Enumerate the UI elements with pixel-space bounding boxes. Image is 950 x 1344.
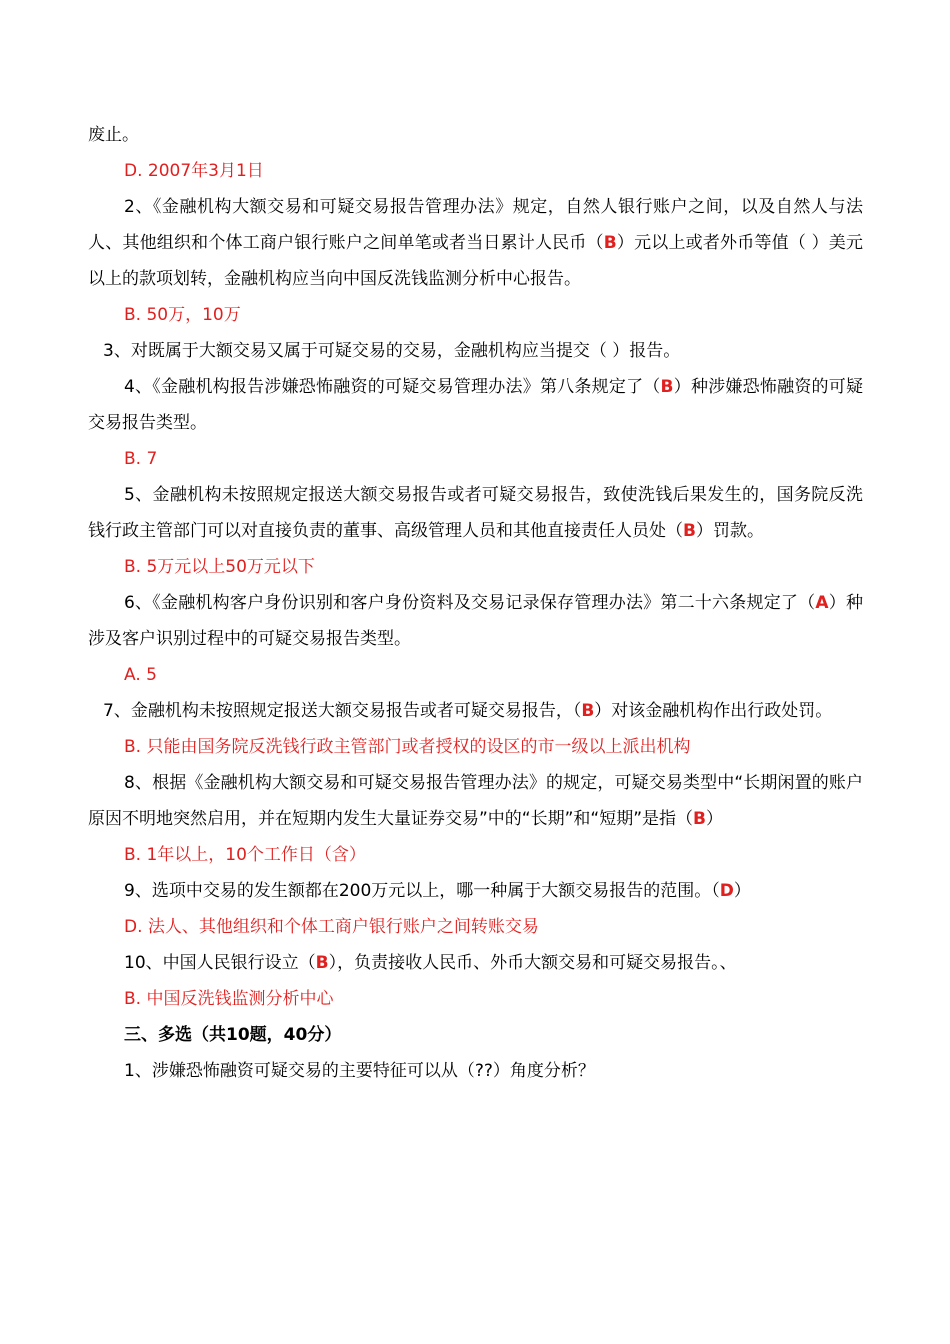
answer-choice-mark: B — [581, 701, 595, 721]
text-run: D. 2007年3月1日 — [124, 161, 264, 181]
answer-line — [88, 441, 863, 477]
answer-choice-mark: D — [719, 881, 734, 901]
text-run: ） — [706, 809, 724, 829]
text-run: B. 5万元以上50万元以下 — [124, 557, 315, 577]
text-run: ），负责接收人民币、外币大额交易和可疑交易报告。、 — [328, 953, 737, 973]
text-run: 三、多选（共10题，40分） — [124, 1025, 342, 1045]
text-run: 2、《金融机构大额交易和可疑交易报告管理办法》规定，自然人银行账户之间，以及自然人与法人、其他组织和个体工商户银行账户之间单笔或者当日累计人民币（ — [88, 197, 863, 253]
question-paragraph — [88, 1053, 863, 1089]
text-run: B. 50万，10万 — [124, 305, 241, 325]
text-run: 3、对既属于大额交易又属于可疑交易的交易，金融机构应当提交（ ）报告。 — [103, 341, 681, 361]
text-run: 10、中国人民银行设立（ — [124, 953, 316, 973]
text-run: ）对该金融机构作出行政处罚。 — [594, 701, 833, 721]
text-run: D. 法人、其他组织和个体工商户银行账户之间转账交易 — [124, 917, 539, 937]
text-run: 废止。 — [88, 125, 139, 145]
answer-line — [88, 549, 863, 585]
text-run: ）种涉及客户识别过程中的可疑交易报告类型。 — [88, 593, 863, 649]
text-run: B. 中国反洗钱监测分析中心 — [124, 989, 334, 1009]
text-run: 7、金融机构未按照规定报送大额交易报告或者可疑交易报告，（ — [103, 701, 582, 721]
answer-choice-mark: B — [603, 233, 617, 253]
text-run: 5、金融机构未按照规定报送大额交易报告或者可疑交易报告，致使洗钱后果发生的，国务院反洗钱行政主管部门可以对直接负责的董事、高级管理人员和其他直接责任人员处（ — [88, 485, 863, 541]
answer-line — [88, 981, 863, 1017]
answer-line — [88, 837, 863, 873]
answer-choice-mark: B — [660, 377, 674, 397]
question-paragraph — [88, 693, 863, 729]
question-paragraph — [88, 369, 863, 441]
answer-line — [88, 657, 863, 693]
text-run: ）种涉嫌恐怖融资的可疑交易报告类型。 — [88, 377, 863, 433]
answer-choice-mark: A — [815, 593, 829, 613]
text-run: 4、《金融机构报告涉嫌恐怖融资的可疑交易管理办法》第八条规定了（ — [124, 377, 661, 397]
text-run: A. 5 — [124, 665, 157, 685]
question-paragraph — [88, 945, 863, 981]
answer-line — [88, 729, 863, 765]
document-body — [88, 117, 863, 1089]
text-run: B. 7 — [124, 449, 158, 469]
question-paragraph — [88, 189, 863, 297]
text-run: 8、根据《金融机构大额交易和可疑交易报告管理办法》的规定，可疑交易类型中“长期闲置的账户原因不明地突然启用，并在短期内发生大量证券交易”中的“长期”和“短期”是指（ — [88, 773, 863, 829]
answer-line — [88, 909, 863, 945]
text-run: 6、《金融机构客户身份识别和客户身份资料及交易记录保存管理办法》第二十六条规定了（ — [124, 593, 816, 613]
text-run: 1、涉嫌恐怖融资可疑交易的主要特征可以从（??）角度分析？ — [124, 1061, 595, 1081]
question-paragraph — [88, 333, 863, 369]
answer-choice-mark: B — [693, 809, 707, 829]
text-run: 9、选项中交易的发生额都在200万元以上，哪一种属于大额交易报告的范围。（ — [124, 881, 720, 901]
question-paragraph — [88, 585, 863, 657]
question-paragraph — [88, 765, 863, 837]
answer-choice-mark: B — [683, 521, 696, 541]
answer-line — [88, 153, 863, 189]
text-run: B. 1年以上，10个工作日（含） — [124, 845, 366, 865]
answer-line — [88, 297, 863, 333]
section-heading — [88, 1017, 863, 1053]
text-run: B. 只能由国务院反洗钱行政主管部门或者授权的设区的市一级以上派出机构 — [124, 737, 691, 757]
text-run: ） — [733, 881, 751, 901]
text-run: ）罚款。 — [695, 521, 764, 541]
question-paragraph — [88, 477, 863, 549]
question-paragraph — [88, 873, 863, 909]
text-run: ）元以上或者外币等值（ ）美元以上的款项划转，金融机构应当向中国反洗钱监测分析中心报告。 — [88, 233, 863, 289]
question-paragraph — [88, 117, 863, 153]
answer-choice-mark: B — [315, 953, 329, 973]
